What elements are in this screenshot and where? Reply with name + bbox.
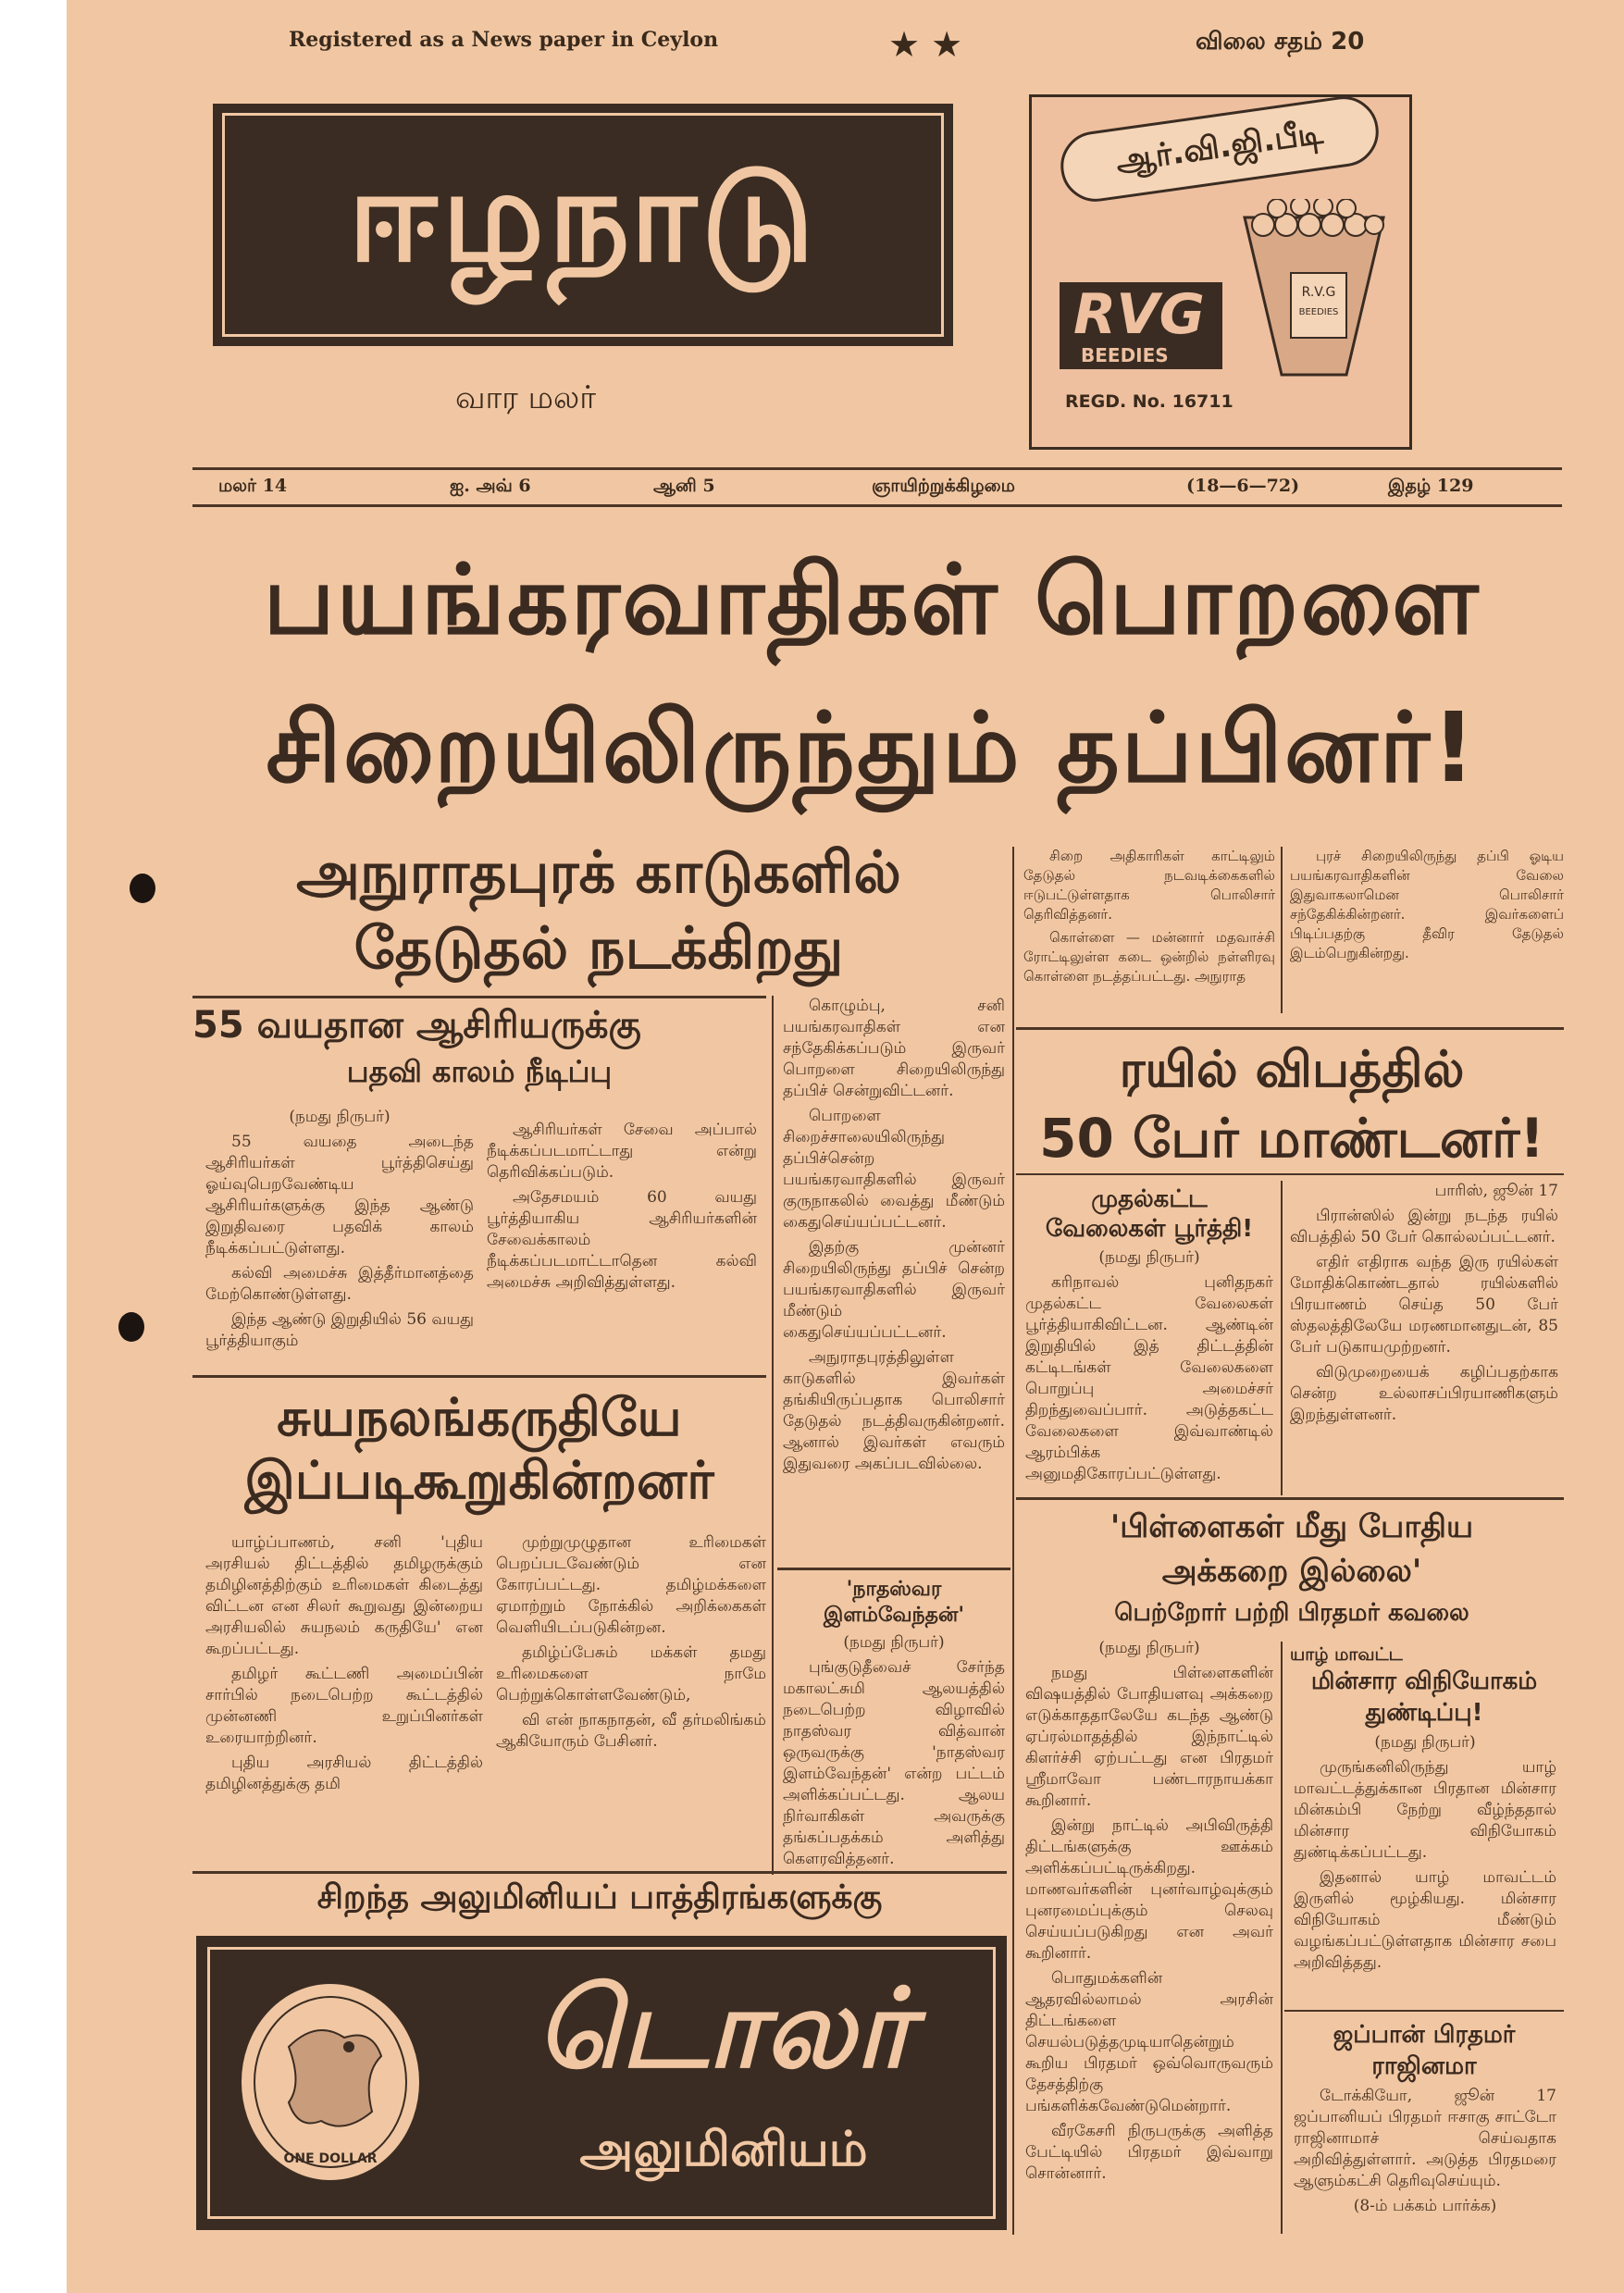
- paragraph: தமிழ்ப்பேசும் மக்கள் தமது உரிமைகளை நாமே பெற்றுக்கொள்ளவேண்டும்,: [496, 1643, 766, 1704]
- column-rule: [1281, 1642, 1283, 2234]
- masthead-box: [213, 104, 953, 346]
- section-rule: [192, 1871, 1007, 1874]
- beedi-bundle-icon: [1235, 199, 1393, 384]
- column-rule: [772, 996, 774, 1875]
- column-rule: [1012, 847, 1014, 2235]
- train-body: [1290, 1181, 1558, 1430]
- stars-ornament: ★ ★: [888, 24, 963, 65]
- masthead-subtitle: வார மலர்: [455, 379, 597, 416]
- paragraph: புதிய அரசியல் திட்டத்தில் தமிழினத்துக்கு தமி: [205, 1754, 483, 1793]
- train-headline2: 50 பேர் மாண்டனர்!: [1039, 1107, 1544, 1170]
- dateline: பாரிஸ், ஜூன் 17: [1434, 1182, 1558, 1200]
- paragraph: யாழ்ப்பாணம், சனி 'புதிய அரசியல் திட்டத்தில் தமிழருக்கும் தமிழினத்திற்கும் உரிமைகள் கிடைத்து விட்டன என சிலர் கூறுவது இன்றைய அரசியலில் சுயநலம் கருதியே' என கூறப்பட்டது.: [205, 1533, 483, 1658]
- paragraph: இந்த ஆண்டு இறுதியில் 56 வயது பூர்த்தியாகும்: [205, 1310, 474, 1350]
- section-rule: [1016, 1027, 1564, 1030]
- paragraph: வி என் நாகநாதன், வீ தர்மலிங்கம் ஆகியோரும் பேசினர்.: [496, 1711, 766, 1751]
- section-rule: [777, 1568, 1010, 1570]
- dateline-issue: இதழ் 129: [1388, 476, 1474, 496]
- dateline-malar: மலர் 14: [218, 476, 288, 496]
- electricity-headline1: மின்சார விநியோகம்: [1310, 1667, 1538, 1695]
- dollar-advertisement: [196, 1936, 1007, 2230]
- mid-column: [783, 996, 1005, 1479]
- paragraph: பிரான்ஸில் இன்று நடந்த ரயில் விபத்தில் 50 பேர் கொல்லப்பட்டனர்.: [1290, 1207, 1558, 1246]
- byline: (நமது நிருபர்): [289, 1108, 391, 1126]
- paragraph: சிறை அதிகாரிகள் காட்டிலும் தேடுதல் நடவடிக்கைகளில் ஈடுபட்டுள்ளதாக பொலிசார் தெரிவித்தனர்.: [1023, 848, 1275, 923]
- ad-brand: டொலர்: [535, 1965, 912, 2092]
- top-right-col2: [1290, 847, 1564, 967]
- electricity-body: [1294, 1732, 1556, 1977]
- sub-headline-line1: அநுராதபுரக் காடுகளில்: [296, 838, 901, 906]
- dateline-month2: ஆனி 5: [653, 476, 715, 496]
- paragraph: வீரகேசரி நிருபருக்கு அளித்த பேட்டியில் பிரதமர் இவ்வாறு சொன்னார்.: [1025, 2122, 1273, 2183]
- column-rule: [1281, 847, 1283, 1013]
- teacher-col2: [487, 1120, 757, 1297]
- top-right-col1: [1023, 847, 1275, 990]
- section-rule: [1284, 2010, 1564, 2012]
- paragraph: கரிநாவல் புனிதநகர் முதல்கட்ட வேலைகள் பூர்த்தியாகிவிட்டன. ஆண்டின் இறுதியில் இத் திட்டத்தின் கட்டிடங்கள் வேலைகளை பொறுப்பு அமைச்சர் திறந்துவைப்பார். அடுத்தகட்ட வேலைகளை இவ்வாண்டில் ஆரம்பிக்க அனுமதிகோரப்பட்டுள்ளது.: [1025, 1273, 1273, 1483]
- svg-text:BEEDIES: BEEDIES: [1298, 307, 1339, 317]
- byline: (நமது நிருபர்): [843, 1633, 945, 1652]
- paragraph: கொள்ளை — மன்னார் மதவாச்சி ரோட்டிலுள்ள கடை ஒன்றில் நள்ளிரவு கொள்ளை நடத்தப்பட்டது. அநுராத: [1023, 929, 1275, 985]
- rvg-advertisement: [1029, 94, 1412, 450]
- main-headline-line1: பயங்கரவாதிகள் பொறளை: [263, 543, 1481, 656]
- paragraph: புரச் சிறையிலிருந்து தப்பி ஓடிய பயங்கரவாதிகளின் வேலை இதுவாகலாமென பொலிசார் சந்தேகிக்கின்றனர். இவர்களைப் பிடிப்பதற்கு தீவிர தேடுதல் இடம்பெறுகின்றது.: [1290, 848, 1564, 961]
- dateline-rule-top: [192, 467, 1562, 470]
- ad-sub: அலுமினியம்: [579, 2122, 868, 2177]
- paragraph: விடுமுறையைக் கழிப்பதற்காக சென்ற உல்லாசப்பிரயாணிகளும் இறந்துள்ளனர்.: [1290, 1363, 1558, 1424]
- paragraph: ஆசிரியர்கள் சேவை அப்பால் நீடிக்கப்படமாட்டாது என்று தெரிவிக்கப்படும்.: [487, 1121, 757, 1182]
- firstphase-headline2: வேலைகள் பூர்த்தி!: [1045, 1215, 1254, 1243]
- byline: (நமது நிருபர்): [1098, 1248, 1200, 1267]
- firstphase-headline1: முதல்கட்ட: [1091, 1185, 1208, 1213]
- section-rule: [1016, 1497, 1564, 1500]
- rvg-brand-tamil: ஆர்.வி.ஜி.பீடி: [1056, 92, 1382, 205]
- punch-hole: [130, 874, 155, 903]
- paragraph: முற்றுமுழுதான உரிமைகள் பெறப்படவேண்டும் என கோரப்பட்டது. தமிழ்மக்களை ஏமாற்றும் நோக்கில் அறிக்கைகள் வெளியிடப்படுகின்றன.: [496, 1533, 766, 1637]
- main-headline-line2: சிறையிலிருந்தும் தப்பினர்!: [266, 691, 1478, 804]
- paragraph: அதேசமயம் 60 வயது பூர்த்தியாகிய ஆசிரியர்களின் சேவைக்காலம் நீடிக்கப்படமாட்டாதென கல்வி அமைச்சு அறிவித்துள்ளது.: [487, 1188, 757, 1292]
- electricity-headline2: துண்டிப்பு!: [1365, 1699, 1483, 1727]
- section-rule: [1016, 1173, 1564, 1175]
- dateline-month1: ஐ. அவ் 6: [450, 476, 531, 496]
- coin-text: ONE DOLLAR: [283, 2151, 378, 2166]
- punch-hole: [118, 1312, 144, 1342]
- nadaswaram-headline1: 'நாதஸ்வர: [846, 1578, 942, 1601]
- selfish-headline1: சுயநலங்கருதியே: [277, 1388, 682, 1448]
- teacher-headline1: 55 வயதான ஆசிரியருக்கு: [192, 1004, 641, 1047]
- nadaswaram-body: [783, 1632, 1005, 1874]
- section-rule: [192, 1375, 766, 1378]
- teacher-headline2: பதவி காலம் நீடிப்பு: [346, 1054, 613, 1089]
- electricity-headline0: யாழ் மாவட்ட: [1290, 1644, 1403, 1665]
- children-body: [1025, 1638, 1273, 2188]
- byline: (நமது நிருபர்): [1098, 1639, 1200, 1657]
- firstphase-body: [1025, 1247, 1273, 1489]
- rvg-product: BEEDIES: [1081, 344, 1169, 366]
- dateline-date: (18—6—72): [1186, 476, 1300, 496]
- paragraph: அநுராதபுரத்திலுள்ள காடுகளில் இவர்கள் தங்கியிருப்பதாக பொலிசார் தேடுதல் நடத்திவருகின்றனர். ஆனால் இவர்கள் எவரும் இதுவரை அகப்படவில்லை.: [783, 1348, 1005, 1473]
- paragraph: தமிழர் கூட்டணி அமைப்பின் சார்பில் நடைபெற்ற கூட்டத்தில் முன்னணி உறுப்பினர்கள் உரையாற்றினர்.: [205, 1665, 483, 1747]
- japan-body: [1294, 2086, 1556, 2221]
- rvg-logo-block: [1060, 282, 1222, 369]
- japan-headline1: ஜப்பான் பிரதமர்: [1333, 2021, 1516, 2049]
- paragraph: பொறளை சிறைச்சாலையிலிருந்து தப்பிச்சென்ற பயங்கரவாதிகளில் இருவர் குருநாகலில் வைத்து மீண்டும் கைதுசெய்யப்பட்டனர்.: [783, 1107, 1005, 1232]
- paragraph: புங்குடுதீவைச் சேர்ந்த மகாலட்சுமி ஆலயத்தில் நடைபெற்ற விழாவில் நாதஸ்வர வித்வான் ஒருவருக்கு 'நாதஸ்வர இளம்வேந்தன்' என்ற பட்டம் அளிக்கப்பட்டது. ஆலய நிர்வாகிகள் அவருக்கு தங்கப்பதக்கம் அளித்து கௌரவித்தனர்.: [783, 1658, 1005, 1868]
- paragraph: எதிர் எதிராக வந்த இரு ரயில்கள் மோதிக்கொண்டதால் ரயில்களில் பிரயாணம் செய்த 50 பேர் ஸ்தலத்திலேயே மரணமானதுடன், 85 பேர் படுகாயமுற்றனர்.: [1290, 1253, 1558, 1357]
- continuation-note: (8-ம் பக்கம் பார்க்க): [1353, 2197, 1497, 2215]
- selfish-col2: [496, 1532, 766, 1756]
- children-headline2: அக்கறை இல்லை': [1161, 1553, 1422, 1590]
- dateline-day: ஞாயிற்றுக்கிழமை: [872, 476, 1015, 496]
- paragraph: கல்வி அமைச்சு இத்தீர்மானத்தை மேற்கொண்டுள்ளது.: [205, 1264, 474, 1304]
- newspaper-page: [67, 0, 1624, 2293]
- paragraph: முருங்கனிலிருந்து யாழ் மாவட்டத்துக்கான பிரதான மின்சார மின்கம்பி நேற்று வீழ்ந்ததால் மின்சார விநியோகம் துண்டிக்கப்பட்டது.: [1294, 1758, 1556, 1862]
- paragraph: டோக்கியோ, ஜூன் 17 ஜப்பானியப் பிரதமர் ஈசாகு சாட்டோ ராஜினாமாச் செய்வதாக அறிவித்துள்ளார். அடுத்த பிரதமரை ஆளும்கட்சி தெரிவுசெய்யும்.: [1294, 2087, 1556, 2190]
- nadaswaram-headline2: இளம்வேந்தன்': [823, 1604, 965, 1627]
- sub-headline-line2: தேடுதல் நடக்கிறது: [353, 914, 844, 982]
- column-rule: [1281, 1181, 1283, 1495]
- paragraph: நமது பிள்ளைகளின் விஷயத்தில் போதியளவு அக்கறை எடுக்காததாலேயே கடந்த ஆண்டு ஏப்ரல்மாதத்தில் இந்நாட்டில் கிளர்ச்சி ஏற்பட்டது என பிரதமர் ஸ்ரீமாவோ பண்டாரநாயக்கா கூறினார்.: [1025, 1664, 1273, 1810]
- byline: (நமது நிருபர்): [1374, 1733, 1476, 1752]
- coin-eagle-icon: [233, 1973, 428, 2186]
- registered-note: Registered as a News paper in Ceylon: [289, 28, 719, 52]
- children-headline3: பெற்றோர் பற்றி பிரதமர் கவலை: [1114, 1599, 1469, 1627]
- paragraph: 55 வயதை அடைந்த ஆசிரியர்கள் பூர்த்திசெய்து ஓய்வுபெறவேண்டிய ஆசிரியர்களுக்கு இந்த ஆண்டு இறுதிவரை பதவிக் காலம் நீடிக்கப்பட்டுள்ளது.: [205, 1133, 474, 1258]
- paragraph: கொழும்பு, சனி பயங்கரவாதிகள் என சந்தேகிக்கப்படும் இருவர் பொறளை சிறையிலிருந்து தப்பிச் சென்றுவிட்டனர்.: [783, 997, 1005, 1100]
- masthead-title: ஈழநாடு: [347, 142, 819, 291]
- price-label: விலை சதம் 20: [1196, 28, 1365, 56]
- paragraph: பொதுமக்களின் ஆதரவில்லாமல் அரசின் திட்டங்களை செயல்படுத்தமுடியாதென்றும் கூறிய பிரதமர் ஒவ்வொருவரும் தேசத்திற்கு பங்களிக்கவேண்டுமென்றார்.: [1025, 1969, 1273, 2115]
- teacher-col1: [205, 1107, 474, 1356]
- selfish-col1: [205, 1532, 483, 1799]
- section-rule: [192, 996, 766, 998]
- dateline-rule-bottom: [192, 504, 1562, 507]
- children-headline1: 'பிள்ளைகள் மீது போதிய: [1110, 1508, 1474, 1545]
- rvg-regd: REGD. No. 16711: [1065, 391, 1233, 412]
- rvg-logo: RVG: [1073, 282, 1205, 347]
- paragraph: இதற்கு முன்னர் சிறையிலிருந்து தப்பிச் சென்ற பயங்கரவாதிகளில் இருவர் மீண்டும் கைதுசெய்யப்பட்டனர்.: [783, 1238, 1005, 1342]
- paragraph: இன்று நாட்டில் அபிவிருத்தி திட்டங்களுக்கு ஊக்கம் அளிக்கப்பட்டிருக்கிறது. மாணவர்களின் புனர்வாழ்வுக்கும் புனரமைப்புக்கும் செலவு செய்யப்படுகிறது என அவர் கூறினார்.: [1025, 1816, 1273, 1963]
- svg-text:R.V.G: R.V.G: [1301, 285, 1336, 300]
- paragraph: இதனால் யாழ் மாவட்டம் இருளில் மூழ்கியது. மின்சார விநியோகம் மீண்டும் வழங்கப்பட்டுள்ளதாக மின்சார சபை அறிவித்தது.: [1294, 1868, 1556, 1972]
- ad-caption: சிறந்த அலுமினியப் பாத்திரங்களுக்கு: [316, 1878, 883, 1916]
- selfish-headline2: இப்படிகூறுகின்றனர்: [244, 1451, 714, 1511]
- japan-headline2: ராஜினமா: [1371, 2052, 1477, 2080]
- train-headline1: ரயில் விபத்தில்: [1119, 1040, 1465, 1098]
